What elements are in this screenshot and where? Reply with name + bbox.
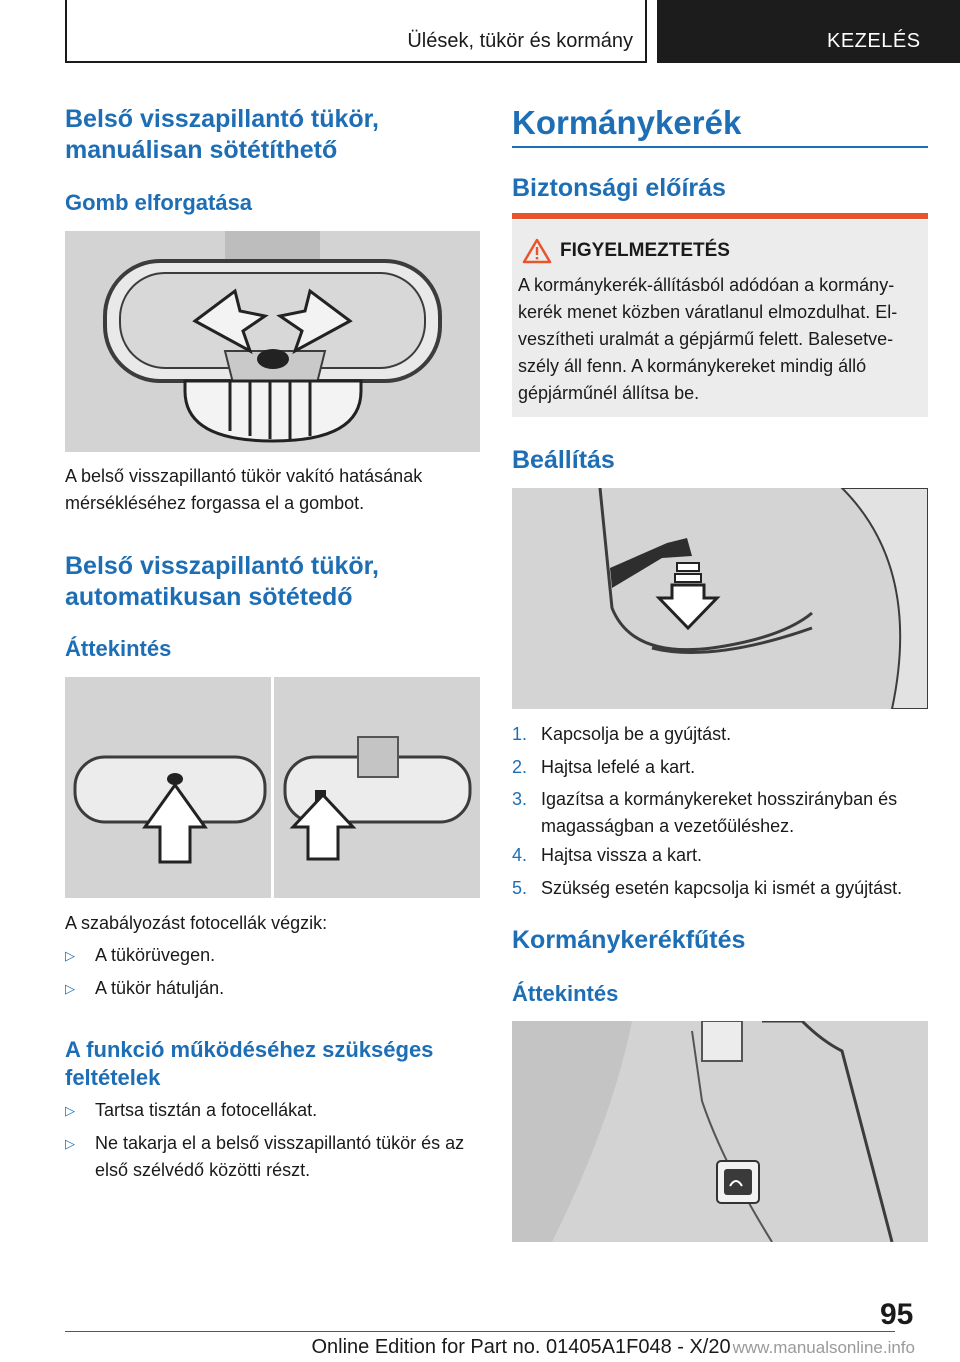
heading-manual-mirror — [65, 104, 485, 166]
footer-edition-line — [65, 1336, 915, 1359]
heading-function-conditions — [65, 1036, 485, 1092]
warning-triangle-icon — [522, 238, 552, 264]
heading-steering-heating: Kormánykerékfűtés — [512, 926, 746, 954]
text-line: A belső visszapillantó tükör vakító hatásának — [65, 466, 423, 486]
heading-line: Belső visszapillantó tükör, — [65, 105, 379, 133]
steering-lever-illustration — [512, 488, 928, 709]
subheading-turn-knob: Gomb elforgatása — [65, 190, 253, 215]
header-chapter-title: KEZELÉS — [827, 30, 921, 52]
footer-watermark: www.manualsonline.info — [732, 1338, 915, 1357]
header-chapter-box — [657, 0, 960, 63]
photocell-illustration — [65, 677, 480, 898]
heading-line: A funkció működéséhez szükséges — [65, 1037, 434, 1062]
page-number: 95 — [880, 1298, 914, 1331]
step-number: 3. — [512, 789, 528, 809]
text-line: első szélvédő közötti részt. — [95, 1160, 311, 1180]
step-text — [541, 786, 897, 840]
list-item-text — [95, 1130, 464, 1184]
footer-rule — [65, 1331, 895, 1332]
heading-line: automatikusan sötétedő — [65, 583, 353, 611]
warning-label: FIGYELMEZTETÉS — [560, 240, 730, 261]
header-section-title: Ülések, tükör és kormány — [407, 30, 633, 52]
subheading-adjustment: Beállítás — [512, 446, 615, 474]
text-line: Ne takarja el a belső visszapillantó tükör és az — [95, 1133, 465, 1153]
text-line: szély áll fenn. A kormánykereket mindig álló — [518, 356, 867, 376]
subheading-overview-2: Áttekintés — [512, 981, 619, 1006]
paragraph-manual-dim — [65, 463, 480, 517]
heading-auto-mirror — [65, 551, 485, 613]
heading-rule — [512, 146, 928, 148]
text-line: Igazítsa a kormánykereket hosszirányban és — [541, 789, 898, 809]
heading-line: feltételek — [65, 1065, 161, 1090]
text-line: kerék menet közben váratlanul elmozdulhat. El- — [518, 302, 898, 322]
step-text: Hajtsa vissza a kart. — [541, 845, 703, 865]
warning-top-bar — [512, 213, 928, 219]
mirror-knob-illustration — [65, 231, 480, 452]
heading-line: manuálisan sötétíthető — [65, 136, 338, 164]
paragraph-photocells: A szabályozást fotocellák végzik: — [65, 913, 328, 933]
step-item — [512, 786, 928, 840]
heading-steering-wheel: Kormánykerék — [512, 104, 742, 141]
heading-line: Belső visszapillantó tükör, — [65, 552, 379, 580]
step-number: 4. — [512, 845, 528, 865]
text-line: veszítheti uralmát a gépjármű felett. Balesetve- — [518, 329, 894, 349]
warning-text — [518, 272, 928, 407]
list-item-text: Tartsa tisztán a fotocellákat. — [95, 1100, 318, 1120]
triangle-bullet-icon: ▷ — [65, 1136, 75, 1151]
subheading-safety: Biztonsági előírás — [512, 174, 726, 202]
text-line: A kormánykerék-állításból adódóan a kormány- — [518, 275, 895, 295]
footer-edition: Online Edition for Part no. 01405A1F048 - X/20 — [311, 1336, 731, 1358]
text-line: gépjárműnél állítsa be. — [518, 383, 700, 403]
step-number: 2. — [512, 757, 528, 777]
subheading-overview: Áttekintés — [65, 636, 172, 661]
step-number: 1. — [512, 724, 528, 744]
list-item-text: A tükör hátulján. — [95, 978, 225, 998]
list-item-text: A tükörüvegen. — [95, 945, 216, 965]
step-text: Hajtsa lefelé a kart. — [541, 757, 696, 777]
step-number: 5. — [512, 878, 528, 898]
heating-button-illustration — [512, 1021, 928, 1242]
list-item — [65, 1130, 480, 1184]
step-text: Kapcsolja be a gyújtást. — [541, 724, 732, 744]
text-line: magasságban a vezetőüléshez. — [541, 816, 795, 836]
header-section-box — [65, 0, 647, 63]
triangle-bullet-icon: ▷ — [65, 1103, 75, 1118]
text-line: mérsékléséhez forgassa el a gombot. — [65, 493, 365, 513]
triangle-bullet-icon: ▷ — [65, 948, 75, 963]
step-text: Szükség esetén kapcsolja ki ismét a gyújtást. — [541, 878, 903, 898]
warning-box — [512, 220, 928, 417]
triangle-bullet-icon: ▷ — [65, 981, 75, 996]
